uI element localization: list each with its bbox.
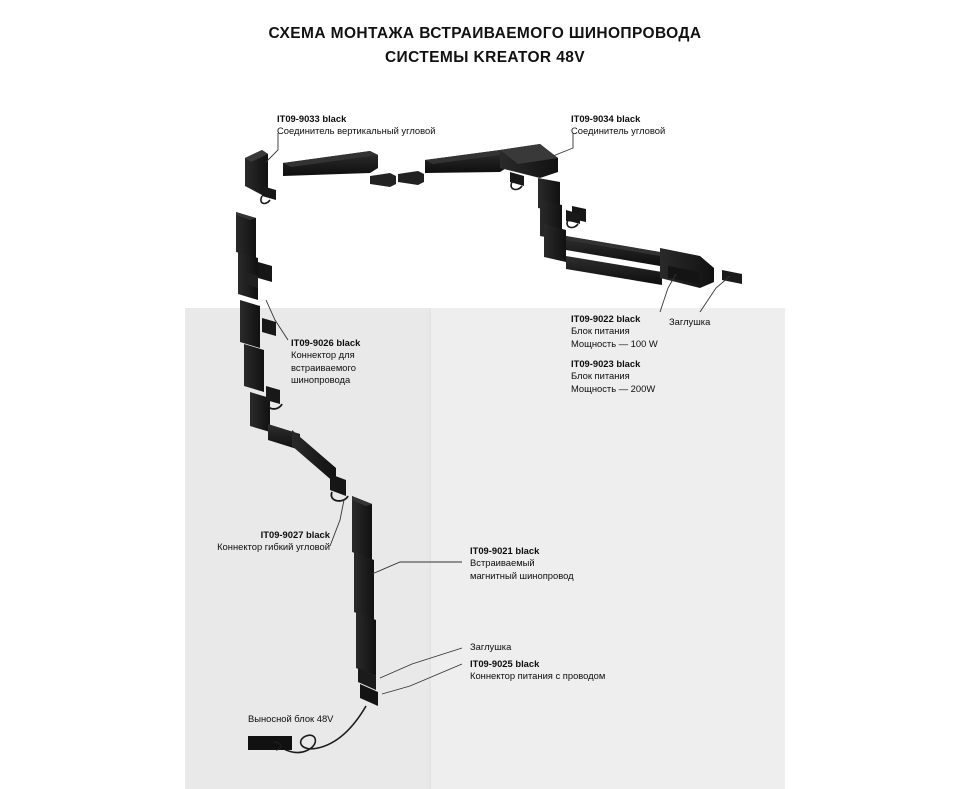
callout-desc-line: Мощность — 100 W bbox=[571, 337, 658, 349]
callout-it09-9021 bbox=[470, 545, 574, 582]
callout-desc-line: шинопровода bbox=[291, 374, 351, 386]
track-right-run-3 bbox=[544, 224, 566, 262]
connector-9034-shape bbox=[500, 144, 558, 178]
callout-code: IT09-9027 black bbox=[260, 529, 330, 540]
track-main-vertical bbox=[352, 496, 376, 676]
track-left-bend bbox=[268, 424, 336, 484]
callout-remote-block bbox=[248, 713, 333, 725]
callout-it09-9022 bbox=[571, 313, 658, 350]
callout-desc-line: Соединитель вертикальный угловой bbox=[277, 125, 436, 137]
callout-zaglushka-bottom bbox=[470, 641, 511, 653]
track-left-seg-4 bbox=[244, 344, 264, 392]
callout-it09-9023 bbox=[571, 358, 655, 395]
callout-it09-9027 bbox=[80, 529, 330, 554]
track-left-seg-1 bbox=[236, 212, 256, 258]
connector-9027-shape bbox=[330, 474, 348, 501]
callout-it09-9026 bbox=[291, 337, 360, 387]
callout-zaglushka-top bbox=[669, 316, 710, 328]
callout-desc-line: Соединитель угловой bbox=[571, 125, 666, 137]
track-left-seg-3 bbox=[240, 300, 260, 348]
callout-code: IT09-9034 black bbox=[571, 113, 641, 124]
callout-desc-line: Коннектор гибкий угловой bbox=[217, 541, 330, 553]
connector-left-drop-b bbox=[266, 386, 282, 409]
end-cap-right bbox=[722, 270, 742, 284]
remote-driver-block bbox=[248, 736, 292, 750]
callout-code: IT09-9025 black bbox=[470, 658, 540, 669]
connector-ceiling-drop-1 bbox=[261, 186, 276, 203]
callout-desc-line: Встраиваемый bbox=[470, 557, 535, 569]
track-ceiling-seg-2 bbox=[425, 150, 508, 173]
callout-desc-line: Блок питания bbox=[571, 370, 630, 382]
title-line-1: СХЕМА МОНТАЖА ВСТРАИВАЕМОГО ШИНОПРОВОДА bbox=[268, 25, 702, 42]
callout-it09-9034 bbox=[571, 113, 665, 138]
callout-code: IT09-9026 black bbox=[291, 337, 361, 348]
callout-code: IT09-9021 black bbox=[470, 545, 540, 556]
coupler-ceiling-b bbox=[398, 171, 424, 185]
callout-desc-line: Коннектор для bbox=[291, 349, 355, 361]
callout-desc-line: Заглушка bbox=[669, 316, 711, 327]
track-ceiling-seg-1 bbox=[283, 151, 378, 176]
callout-desc-line: Коннектор питания с проводом bbox=[470, 670, 606, 682]
callout-code: IT09-9022 black bbox=[571, 313, 641, 324]
connector-ceiling-drop-2 bbox=[510, 172, 524, 189]
coupler-ceiling-a bbox=[370, 173, 396, 187]
callout-it09-9025 bbox=[470, 658, 605, 683]
callout-desc-line: встраиваемого bbox=[291, 361, 356, 373]
callout-desc-line: Мощность — 200W bbox=[571, 382, 656, 394]
connector-left-drop-a bbox=[262, 318, 276, 336]
callout-desc-line: Блок питания bbox=[571, 325, 630, 337]
callout-desc-line: Выносной блок 48V bbox=[248, 713, 334, 724]
callout-it09-9033 bbox=[277, 113, 435, 138]
title-line-2: СИСТЕМЫ KREATOR 48V bbox=[384, 49, 586, 66]
callout-desc-line: Заглушка bbox=[470, 641, 512, 652]
callout-code: IT09-9023 black bbox=[571, 358, 641, 369]
callout-code: IT09-9033 black bbox=[277, 113, 347, 124]
callout-desc-line: магнитный шинопровод bbox=[470, 569, 574, 581]
